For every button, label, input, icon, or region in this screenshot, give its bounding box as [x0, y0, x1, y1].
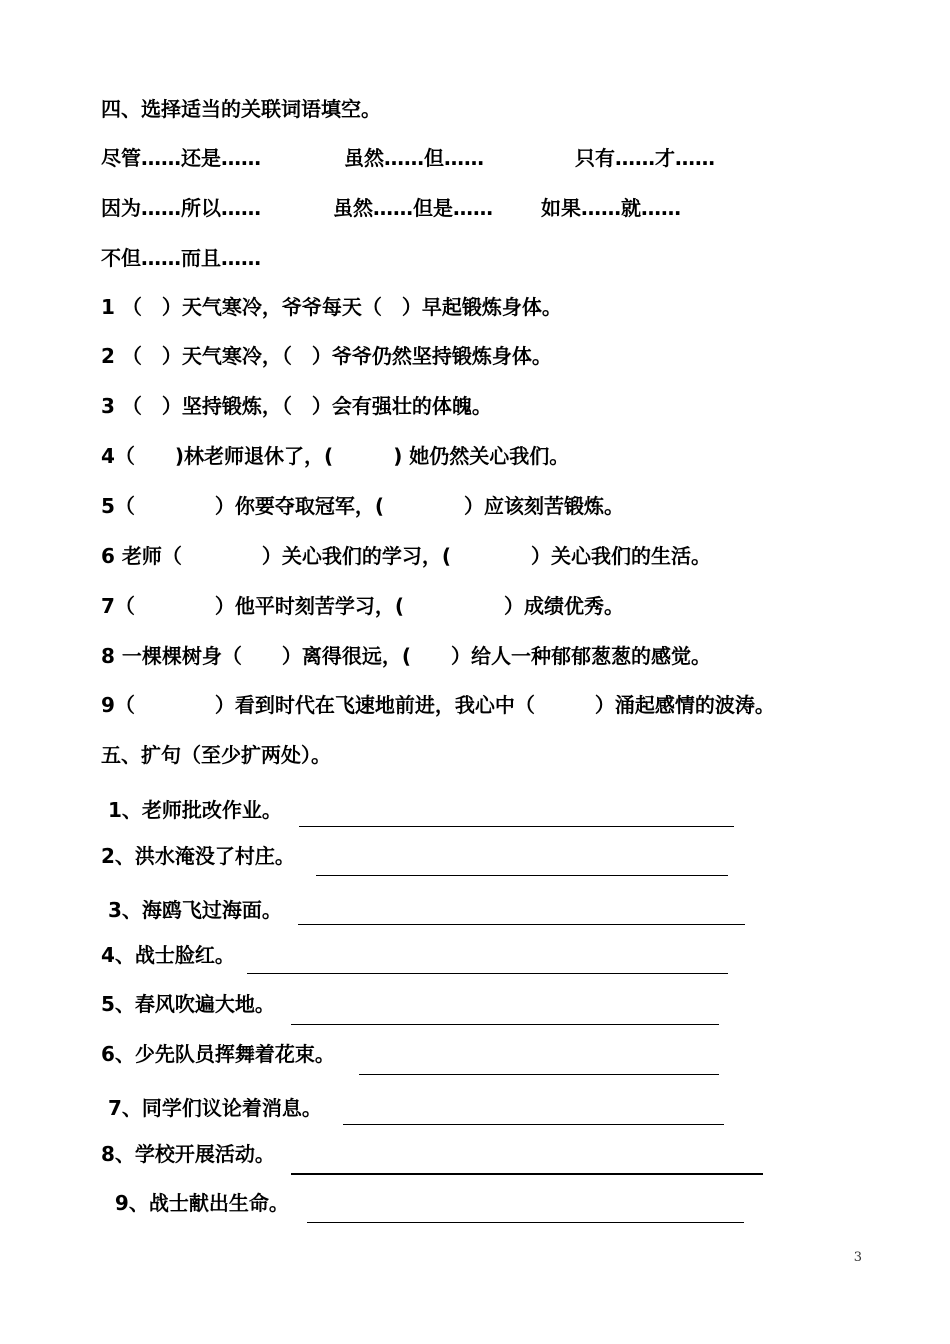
word-option: 虽然……但…… [344, 146, 484, 170]
word-option: 因为……所以…… [101, 196, 261, 220]
question-1: 1 （ ）天气寒冷，爷爷每天（ ）早起锻炼身体。 [101, 295, 562, 319]
section-5-title: 五、扩句（至少扩两处）。 [101, 743, 331, 767]
expand-item-1: 1、老师批改作业。 [101, 798, 282, 822]
answer-line-4[interactable] [247, 973, 728, 974]
word-option: 如果……就…… [541, 196, 681, 220]
expand-item-5: 5、春风吹遍大地。 [101, 992, 275, 1016]
expand-item-3: 3、海鸥飞过海面。 [101, 898, 282, 922]
question-3: 3 （ ）坚持锻炼，（ ）会有强壮的体魄。 [101, 394, 492, 418]
expand-item-6: 6、少先队员挥舞着花束。 [101, 1042, 335, 1066]
question-2: 2 （ ）天气寒冷，（ ）爷爷仍然坚持锻炼身体。 [101, 344, 552, 368]
question-7: 7（ ）他平时刻苦学习，( ）成绩优秀。 [101, 594, 625, 618]
answer-line-5[interactable] [291, 1024, 719, 1025]
answer-line-6[interactable] [359, 1074, 719, 1075]
question-8: 8 一棵棵树身（ ）离得很远，( ）给人一种郁郁葱葱的感觉。 [101, 644, 712, 668]
question-6: 6 老师（ ）关心我们的学习，( ）关心我们的生活。 [101, 544, 712, 568]
question-4: 4（ )林老师退休了，( ) 她仍然关心我们。 [101, 444, 570, 468]
page-number: 3 [853, 1250, 862, 1265]
expand-item-7: 7、同学们议论着消息。 [101, 1096, 322, 1120]
word-option: 不但……而且…… [101, 246, 261, 270]
answer-line-9[interactable] [307, 1222, 744, 1223]
question-9: 9（ ）看到时代在飞速地前进，我心中（ ）涌起感情的波涛。 [101, 693, 775, 717]
word-option: 虽然……但是…… [333, 196, 493, 220]
answer-line-2[interactable] [316, 875, 728, 876]
answer-line-7[interactable] [343, 1124, 724, 1125]
expand-item-9: 9、战士献出生命。 [101, 1191, 289, 1215]
expand-item-2: 2、洪水淹没了村庄。 [101, 844, 295, 868]
section-4-title: 四、选择适当的关联词语填空。 [101, 97, 381, 121]
answer-line-1[interactable] [299, 826, 734, 827]
word-option: 尽管……还是…… [101, 146, 261, 170]
expand-item-4: 4、战士脸红。 [101, 943, 235, 967]
expand-item-8: 8、学校开展活动。 [101, 1142, 275, 1166]
answer-line-8[interactable] [291, 1173, 763, 1175]
question-5: 5（ ）你要夺取冠军，( ）应该刻苦锻炼。 [101, 494, 625, 518]
word-option: 只有……才…… [575, 146, 715, 170]
answer-line-3[interactable] [298, 924, 745, 925]
